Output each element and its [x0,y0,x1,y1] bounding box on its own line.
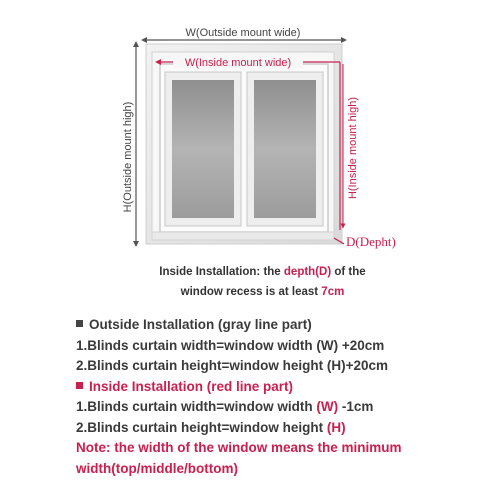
window-sill [152,232,334,240]
depth-label: D(Depht) [346,234,396,249]
note-middle: of the window recess is at least [180,266,366,298]
note-depth-word: depth(D) [283,266,332,278]
depth-note [150,262,375,302]
outside-heading: Outside Installation (gray line part) [76,315,496,336]
instructions [76,315,496,479]
bullet-icon [76,382,83,389]
inside-heading: Inside Installation (red line part) [76,377,496,398]
inside-height-label: H(Inside mount high) [347,96,359,200]
outside-height-label: H(Outside mount high) [122,101,134,213]
note-prefix: Inside Installation: the [159,266,281,278]
bullet-icon [76,320,83,327]
outside-width-label: W(Outside mount wide) [185,27,301,39]
inside-width-label: W(Inside mount wide) [184,57,292,69]
inside-step-2: 2.Blinds curtain height=window height (H) [76,419,346,435]
outside-step-2: 2.Blinds curtain height=window height (H)+20cm [76,358,389,373]
note-line-2: width(top/middle/bottom) [76,460,238,476]
right-glass [254,80,316,218]
note-line-1: Note: the width of the window means the minimum [76,440,402,455]
outside-step-1: 1.Blinds curtain width=window width (W) +20cm [76,337,385,353]
inside-step-1: 1.Blinds curtain width=window width (W) -1cm [76,399,374,414]
note-min-depth: 7cm [321,286,345,298]
left-glass [172,80,234,218]
